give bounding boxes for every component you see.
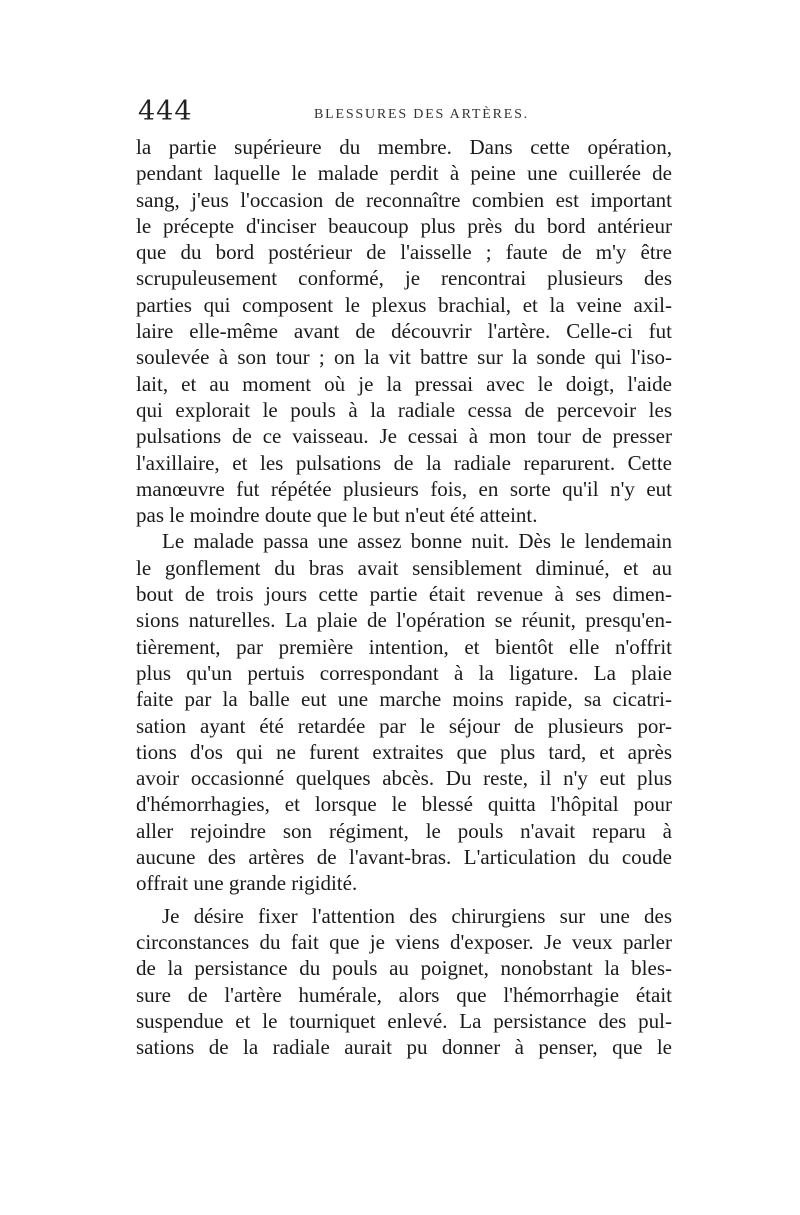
text-line: scrupuleusement conformé, je rencontrai plusieurs des — [136, 266, 672, 291]
text-line: qui explorait le pouls à la radiale cessa de percevoir les — [136, 397, 672, 422]
text-line: pendant laquelle le malade perdit à peine une cuillerée de — [136, 161, 672, 186]
text-line: le précepte d'inciser beaucoup plus près du bord antérieur — [136, 213, 672, 238]
text-line: sions naturelles. La plaie de l'opération se réunit, presqu'en- — [136, 608, 672, 633]
text-line: sure de l'artère humérale, alors que l'hémorrhagie était — [136, 982, 672, 1007]
text-line: sation ayant été retardée par le séjour de plusieurs por- — [136, 713, 672, 738]
text-line: avoir occasionné quelques abcès. Du reste, il n'y eut plus — [136, 766, 672, 791]
text-line: pulsations de ce vaisseau. Je cessai à mon tour de presser — [136, 424, 672, 449]
text-line: lait, et au moment où je la pressai avec le doigt, l'aide — [136, 371, 672, 396]
text-line: manœuvre fut répétée plusieurs fois, en sorte qu'il n'y eut — [136, 476, 672, 501]
text-line: tièrement, par première intention, et bientôt elle n'offrit — [136, 634, 672, 659]
text-line: soulevée à son tour ; on la vit battre sur la sonde qui l'iso- — [136, 345, 672, 370]
text-line: laire elle-même avant de découvrir l'artère. Celle-ci fut — [136, 319, 672, 344]
text-line: Je désire fixer l'attention des chirurgiens sur une des — [162, 903, 672, 928]
text-line: sations de la radiale aurait pu donner à penser, que le — [136, 1035, 672, 1060]
text-line: de la persistance du pouls au poignet, nonobstant la bles- — [136, 956, 672, 981]
text-line: que du bord postérieur de l'aisselle ; faute de m'y être — [136, 240, 672, 265]
text-line: la partie supérieure du membre. Dans cette opération, — [136, 135, 672, 159]
text-line: tions d'os qui ne furent extraites que plus tard, et après — [136, 739, 672, 764]
text-line: aller rejoindre son régiment, le pouls n'avait reparu à — [136, 818, 672, 843]
text-line: pas le moindre doute que le but n'eut été atteint. — [136, 503, 538, 528]
paragraph — [136, 134, 672, 528]
paragraph — [136, 903, 672, 1061]
page-number: 444 — [138, 96, 193, 127]
text-line: le gonflement du bras avait sensiblement diminué, et au — [136, 555, 672, 580]
text-line: circonstances du fait que je viens d'exposer. Je veux parler — [136, 929, 672, 954]
text-line: aucune des artères de l'avant-bras. L'articulation du coude — [136, 845, 672, 870]
text-line: parties qui composent le plexus brachial, et la veine axil- — [136, 292, 672, 317]
running-title: BLESSURES DES ARTÈRES. — [314, 107, 529, 122]
text-line: d'hémorrhagies, et lorsque le blessé quitta l'hôpital pour — [136, 792, 672, 817]
text-line: l'axillaire, et les pulsations de la radiale reparurent. Cette — [136, 450, 672, 475]
running-head — [138, 96, 678, 136]
text-line: faite par la balle eut une marche moins rapide, sa cicatri- — [136, 687, 672, 712]
paragraph — [136, 528, 672, 896]
text-line: sang, j'eus l'occasion de reconnaître combien est important — [136, 187, 672, 212]
text-line: offrait une grande rigidité. — [136, 871, 358, 896]
text-line: Le malade passa une assez bonne nuit. Dès le lendemain — [162, 529, 672, 554]
text-line: suspendue et le tourniquet enlevé. La persistance des pul- — [136, 1008, 672, 1033]
text-line: plus qu'un pertuis correspondant à la ligature. La plaie — [136, 660, 672, 685]
body-text — [136, 134, 672, 1060]
text-line: bout de trois jours cette partie était revenue à ses dimen- — [136, 582, 672, 607]
